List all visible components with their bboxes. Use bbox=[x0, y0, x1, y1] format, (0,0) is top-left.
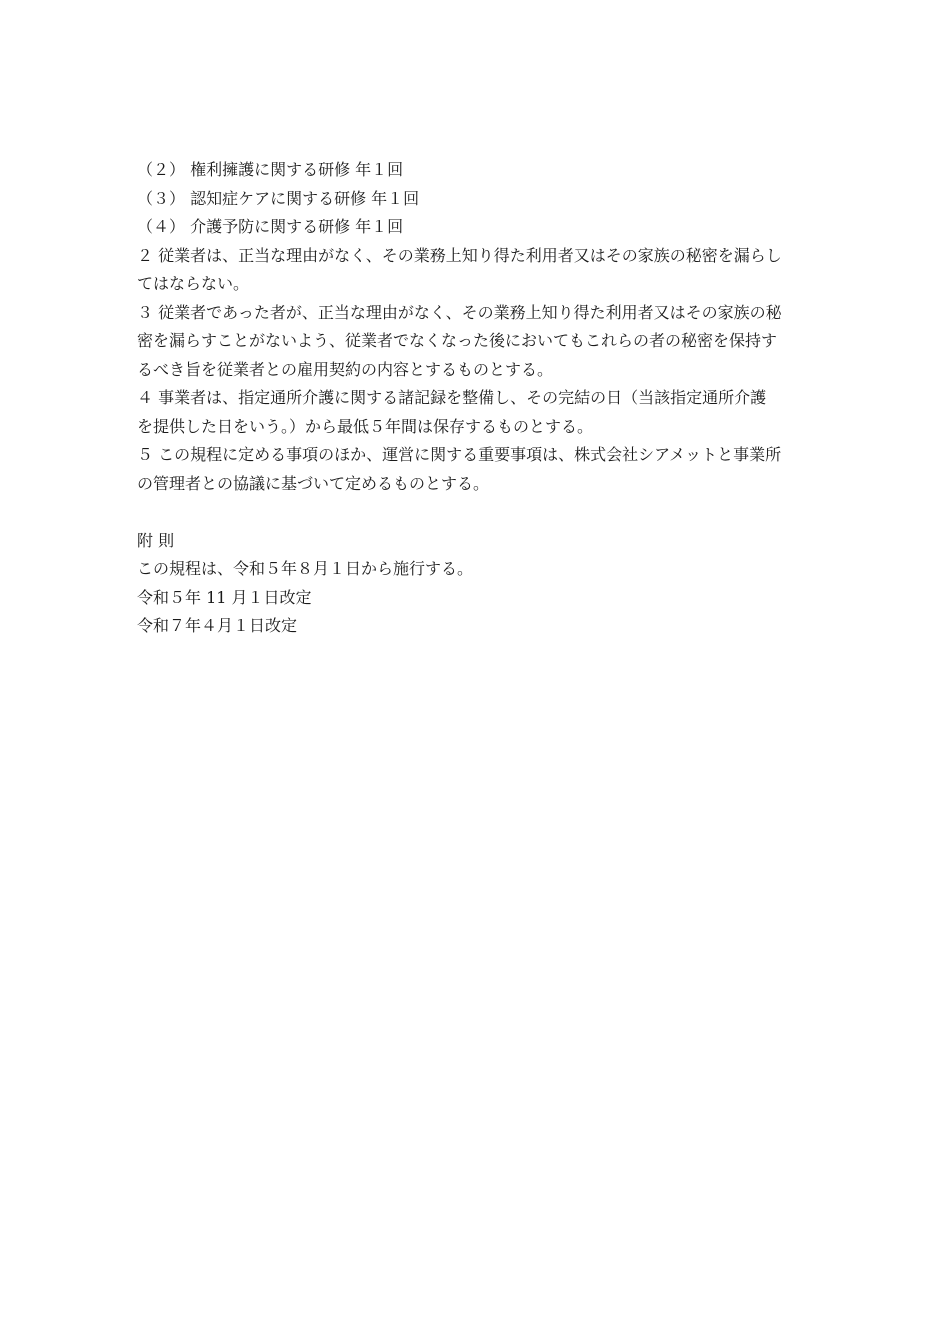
document-body bbox=[137, 156, 813, 641]
paragraph-3 bbox=[137, 299, 813, 385]
paragraph-5 bbox=[137, 441, 813, 498]
paragraph-line: ３ 従業者であった者が、正当な理由がなく、その業務上知り得た利用者又はその家族の秘 bbox=[137, 302, 782, 322]
supplementary-line: 令和５年 11 月１日改定 bbox=[137, 587, 312, 607]
training-item: （３） 認知症ケアに関する研修 年１回 bbox=[137, 188, 420, 208]
paragraph-line: ２ 従業者は、正当な理由がなく、その業務上知り得た利用者又はその家族の秘密を漏らし bbox=[137, 245, 782, 265]
supplementary-line: 令和７年４月１日改定 bbox=[137, 616, 298, 635]
training-item: （２） 権利擁護に関する研修 年１回 bbox=[137, 160, 404, 179]
paragraph-line: の管理者との協議に基づいて定めるものとする。 bbox=[137, 473, 490, 493]
paragraph-4 bbox=[137, 384, 813, 441]
paragraph-line: るべき旨を従業者との雇用契約の内容とするものとする。 bbox=[137, 359, 554, 379]
supplementary-provisions bbox=[137, 527, 813, 641]
paragraph-2 bbox=[137, 242, 813, 299]
paragraph-line: てはならない。 bbox=[137, 274, 250, 293]
paragraph-line: を提供した日をいう。）から最低５年間は保存するものとする。 bbox=[137, 416, 594, 436]
paragraph-line: 密を漏らすことがないよう、従業者でなくなった後においてもこれらの者の秘密を保持す bbox=[137, 331, 778, 350]
training-list bbox=[137, 156, 813, 242]
paragraph-line: ５ この規程に定める事項のほか、運営に関する重要事項は、株式会社シアメットと事業所 bbox=[137, 445, 782, 464]
training-item: （４） 介護予防に関する研修 年１回 bbox=[137, 217, 404, 236]
supplementary-line: この規程は、令和５年８月１日から施行する。 bbox=[137, 559, 474, 578]
supplementary-heading: 附 則 bbox=[137, 530, 175, 550]
paragraph-line: ４ 事業者は、指定通所介護に関する諸記録を整備し、その完結の日（当該指定通所介護 bbox=[137, 388, 767, 407]
section-spacer bbox=[137, 498, 813, 527]
